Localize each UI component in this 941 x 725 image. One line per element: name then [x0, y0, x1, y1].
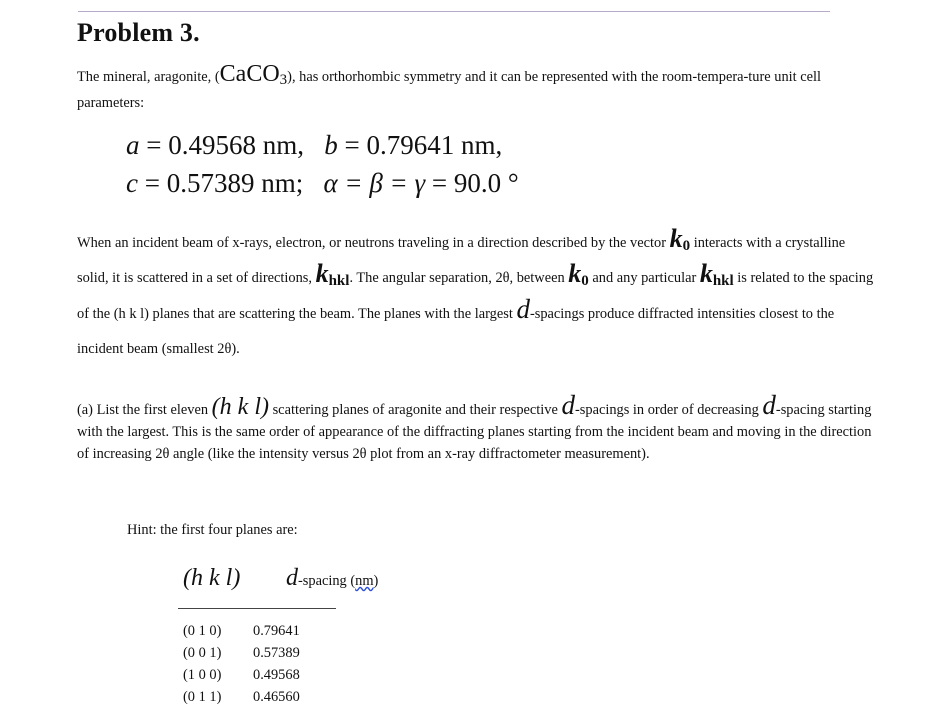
hkl-symbol: (h k l)	[211, 394, 269, 420]
formula: CaCO$_3$	[219, 61, 288, 88]
d-symbol: d	[516, 294, 530, 324]
table-row: (0 1 1) 0.46560	[183, 689, 300, 705]
lattice-line-1: a = 0.49568 nm, b = 0.79641 nm,	[126, 130, 503, 160]
k0-vector: $k_0$	[568, 259, 589, 289]
planes-table	[183, 620, 333, 708]
intro-paragraph: The mineral, aragonite, (CaCO$_3$), has orthorhombic symmetry and it can be represented with the room-tempera-ture unit cell parameters:	[77, 61, 822, 111]
d-symbol: d	[561, 390, 575, 420]
table-header-hkl: (h k l)	[183, 565, 241, 591]
scattering-paragraph: When an incident beam of x-rays, electron, or neutrons traveling in a direction described by the vector $k_0$ interacts with a crystalline solid, it is scattered in a set of directions, $k_{hkl}$. The angular separation, 2θ, between $k_0$ and any particular $k_{hkl}$ is related to the spacing of the (h k l) planes that are scattering the beam. The planes with the largest d-spacings produce diffracted intensities closest to the incident beam (smallest 2θ).	[77, 224, 874, 357]
table-row: (0 1 0) 0.79641	[183, 623, 300, 639]
hint-text: Hint: the first four planes are:	[127, 522, 298, 538]
top-divider	[78, 11, 830, 12]
table-header-rule	[178, 608, 336, 609]
table-header-d-spacing: d-spacing (nm)	[286, 565, 379, 591]
khkl-vector: $k_{hkl}$	[699, 259, 734, 289]
k0-vector: $k_0$	[669, 224, 691, 254]
d-symbol: d	[762, 390, 776, 420]
khkl-vector: $k_{hkl}$	[315, 259, 350, 289]
problem-title: Problem 3.	[77, 18, 200, 47]
lattice-line-2: c = 0.57389 nm; α = β = γ = 90.0 °	[126, 168, 519, 198]
table-row: (1 0 0) 0.49568	[183, 667, 300, 683]
table-row: (0 0 1) 0.57389	[183, 645, 300, 661]
part-a-paragraph: (a) List the first eleven (h k l) scattering planes of aragonite and their respective d-spacings in order of decreasing d-spacing starting with the largest. This is the same order of appearance of the diffracting planes starting from the incident beam and moving in the direction of increasing 2θ angle (like the intensity versus 2θ plot from an x-ray diffractometer measurement).	[77, 390, 872, 462]
